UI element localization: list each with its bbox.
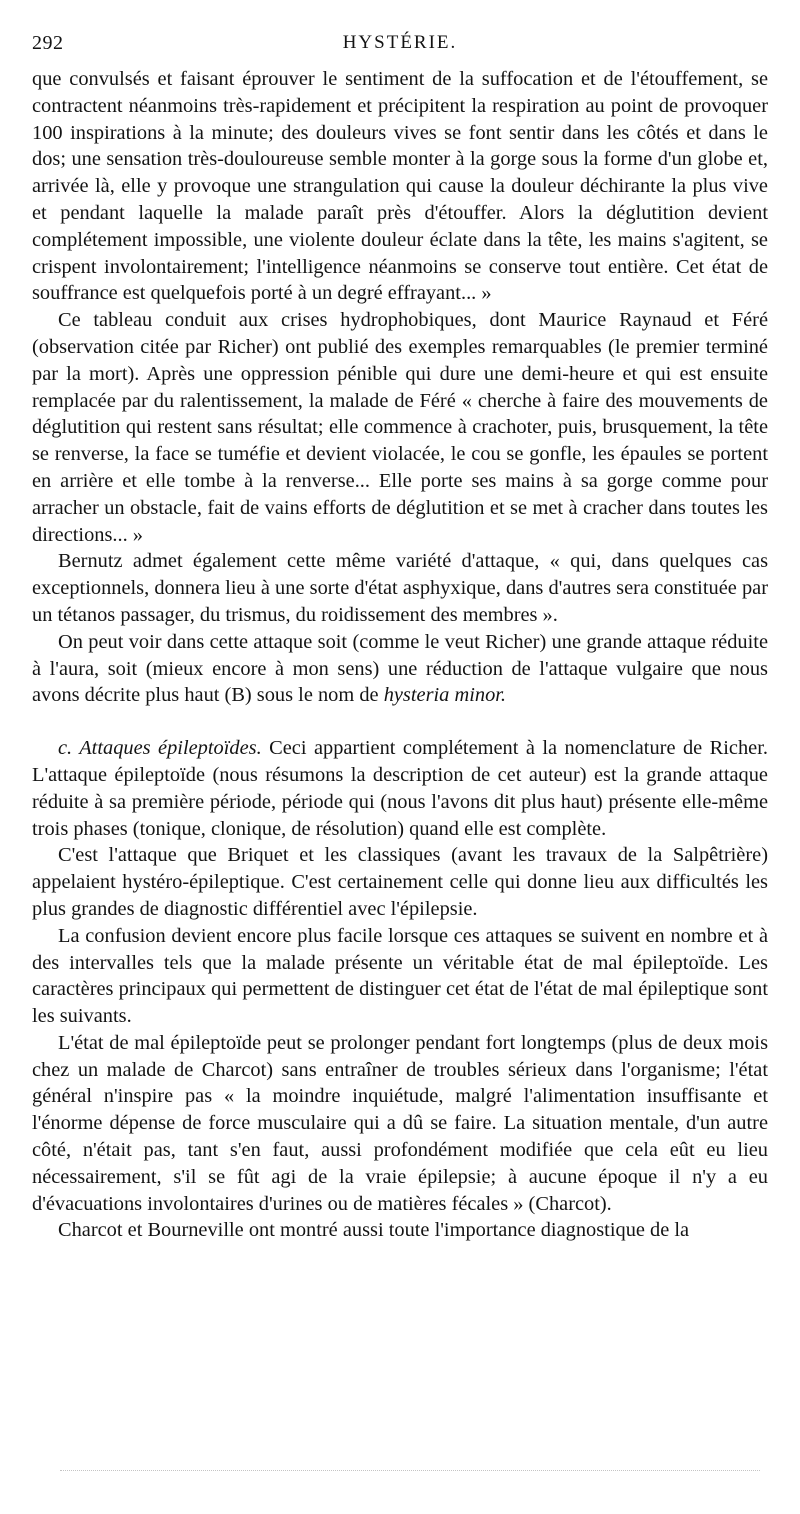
paragraph-confusion: La confusion devient encore plus facile lorsque ces attaques se suivent en nombre et à des intervalles tels que la malade présente un véritable état de mal épileptoïde. Les caractères principaux qui permettent de distinguer cet état de l'état de mal épileptique sont les suivants. <box>32 924 768 1028</box>
section-c-paragraph <box>32 735 768 842</box>
paragraph-bernutz: Bernutz admet également cette même variété d'attaque, « qui, dans quelques cas exceptionnels, donnera lieu à une sorte d'état asphyxique, dans d'autres sera constituée par un tétanos passager, du trismus, du roidissement des membres ». <box>32 550 768 626</box>
paragraph-etat-de-mal: L'état de mal épileptoïde peut se prolonger pendant fort longtemps (plus de deux mois chez un malade de Charcot) sans entraîner de troubles sérieux dans l'organisme; l'état général n'inspire pas « la moindre inquiétude, malgré l'alimentation insuffisante et l'énorme dépense de force musculaire qui a dû se faire. La situation mentale, d'un autre côté, n'était pas, tant s'en faut, aussi profondément modifiée que cela eût eu lieu nécessairement, s'il se fût agi de la vraie épilepsie; à aucune époque il n'y a eu d'évacuations involontaires d'urines ou de matières fécales » (Charcot). <box>32 1031 768 1215</box>
hysteria-minor-term: hysteria minor. <box>383 684 507 707</box>
section-c-heading: c. Attaques épileptoïdes. <box>58 737 262 760</box>
page-header <box>32 32 768 60</box>
bleed-through-line <box>60 1470 760 1471</box>
paragraph-aura-reduction-text: On peut voir dans cette attaque soit (comme le veut Richer) une grande attaque réduite à l'aura, soit (mieux encore à mon sens) une réduction de l'attaque vulgaire que nous avons décrite plus haut (B) sous le nom de <box>32 630 768 707</box>
paragraph-briquet: C'est l'attaque que Briquet et les classiques (avant les travaux de la Salpêtrière) appelaient hystéro-épileptique. C'est certainement celle qui donne lieu aux difficultés les plus grandes de diagnostic différentiel avec l'épilepsie. <box>32 844 768 920</box>
paragraph-hydrophobic-crises: Ce tableau conduit aux crises hydrophobiques, dont Maurice Raynaud et Féré (observation citée par Richer) ont publié des exemples remarquables (le premier terminé par la mort). Après une oppression pénible qui dure une demi-heure et qui est ensuite remplacée par du ralentissement, la malade de Féré « cherche à faire des mouvements de déglutition qui restent sans résultat; elle commence à crachoter, puis, brusquement, la tête se renverse, la face se tuméfie et devient violacée, le cou se gonfle, les épaules se portent en arrière et elle tombe à la renverse... Elle porte ses mains à sa gorge comme pour arracher un obstacle, fait de vains efforts de déglutition et se met à cracher dans toutes les directions... » <box>32 309 768 546</box>
body-text <box>32 66 768 1244</box>
page-number: 292 <box>32 32 64 54</box>
section-c-text: Ceci appartient complétement à la nomenclature de Richer. L'attaque épileptoïde (nous résumons la description de cet auteur) est la grande attaque réduite à sa première période, période qui (nous l'avons dit plus haut) présente elle-même trois phases (tonique, clonique, de résolution) quand elle est complète. <box>32 737 768 840</box>
paragraph-aura-reduction <box>32 629 768 709</box>
paragraph-quote-continuation: que convulsés et faisant éprouver le sentiment de la suffocation et de l'étouffement, se contractent néanmoins très-rapidement et précipitent la respiration au point de provoquer 100 inspirations à la minute; des douleurs vives se font sentir dans les côtés et dans le dos; une sensation très-douloureuse semble monter à la gorge sous la forme d'un globe et, arrivée là, elle y provoque une strangulation qui cause la douleur déchirante la plus vive et pendant laquelle la malade paraît près d'étouffer. Alors la déglutition devient complétement impossible, une violente douleur éclate dans la tête, les mains s'agitent, se crispent involontairement; l'intelligence néanmoins se conserve tout entière. Cet état de souffrance est quelquefois porté à un degré effrayant... » <box>32 68 768 305</box>
running-title: HYSTÉRIE. <box>342 32 458 53</box>
paragraph-charcot-bourneville: Charcot et Bourneville ont montré aussi toute l'importance diagnostique de la <box>58 1219 690 1242</box>
